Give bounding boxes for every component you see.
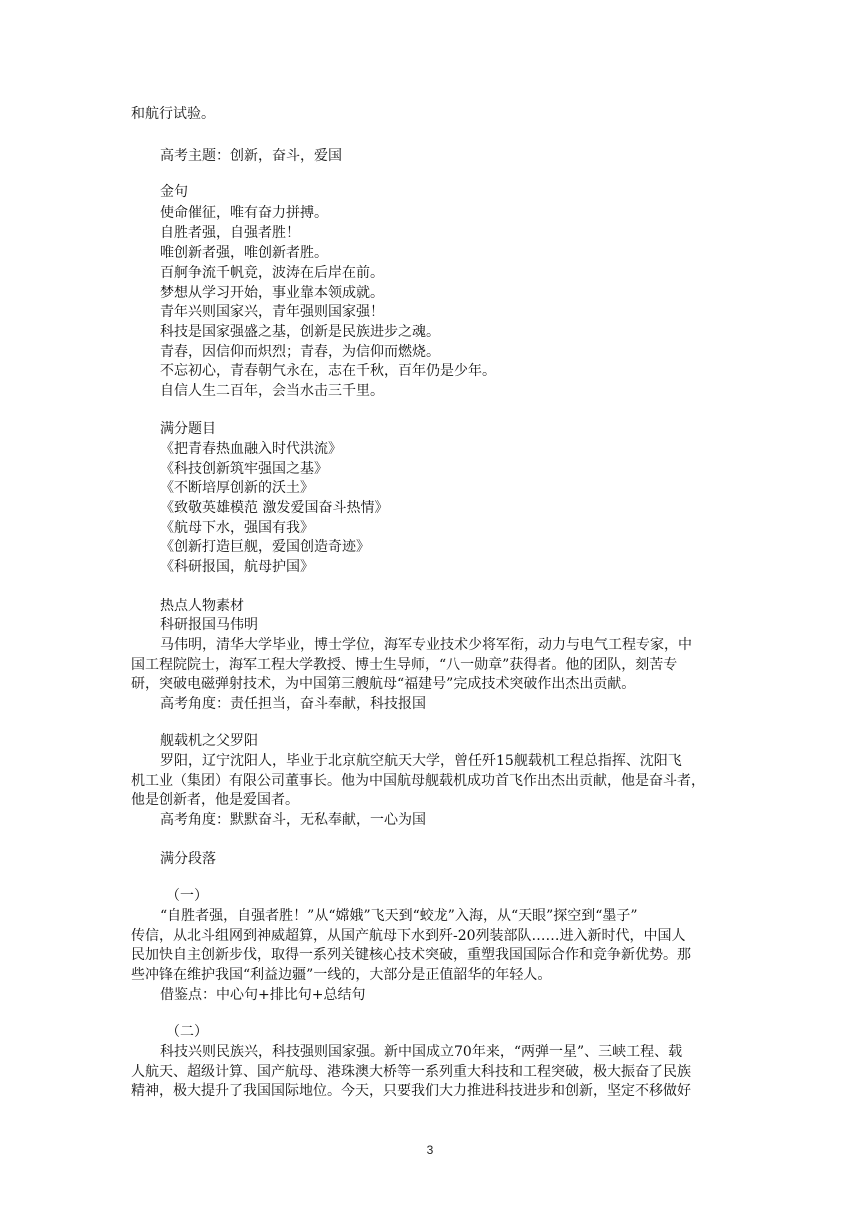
person-heading: 舰载机之父罗阳 — [160, 733, 258, 749]
title-item: 《科研报国，航母护国》 — [160, 559, 314, 575]
text-line: 和航行试验。 — [131, 106, 215, 122]
quote-line: 不忘初心，青春朝气永在，志在千秋，百年仍是少年。 — [160, 363, 496, 379]
exam-angle-line: 高考角度：责任担当，奋斗奉献，科技报国 — [160, 696, 426, 712]
paragraph-line: 研，突破电磁弹射技术，为中国第三艘航母“福建号”完成技术突破作出杰出贡献。 — [131, 676, 636, 692]
reference-point-line: 借鉴点：中心句+排比句+总结句 — [160, 987, 366, 1003]
title-item: 《不断培厚创新的沃土》 — [160, 480, 314, 496]
quote-line: 自胜者强，自强者胜！ — [160, 225, 300, 241]
section-heading-paragraphs: 满分段落 — [160, 851, 216, 867]
page-number: 3 — [426, 1143, 434, 1157]
title-item: 《致敬英雄模范 激发爱国奋斗热情》 — [160, 500, 389, 516]
paragraph-number: （二） — [166, 1024, 208, 1040]
paragraph-line: 罗阳，辽宁沈阳人，毕业于北京航空航天大学，曾任歼15舰载机工程总指挥、沈阳飞 — [160, 753, 682, 769]
title-item: 《把青春热血融入时代洪流》 — [160, 441, 342, 457]
title-item: 《创新打造巨舰，爱国创造奇迹》 — [160, 539, 370, 555]
paragraph-line: 马伟明，清华大学毕业，博士学位，海军专业技术少将军衔，动力与电气工程专家，中 — [160, 637, 692, 653]
quote-line: 梦想从学习开始，事业靠本领成就。 — [160, 285, 384, 301]
paragraph-line: 科技兴则民族兴，科技强则国家强。新中国成立70年来，“两弹一星”、三峡工程、载 — [160, 1044, 683, 1060]
section-heading-titles: 满分题目 — [160, 421, 216, 437]
paragraph-number: （一） — [166, 888, 208, 904]
paragraph-line: 国工程院院士，海军工程大学教授、博士生导师，“八一勋章”获得者。他的团队，刻苦专 — [131, 657, 678, 673]
paragraph-line: 人航天、超级计算、国产航母、港珠澳大桥等一系列重大科技和工程突破，极大振奋了民族 — [131, 1064, 691, 1080]
quote-line: 百舸争流千帆竞，波涛在后岸在前。 — [160, 265, 384, 281]
quote-line: 唯创新者强，唯创新者胜。 — [160, 245, 328, 261]
exam-theme-line: 高考主题：创新，奋斗，爱国 — [160, 148, 342, 164]
quote-line: 青春，因信仰而炽烈；青春，为信仰而燃烧。 — [160, 344, 440, 360]
paragraph-line: 精神，极大提升了我国国际地位。今天，只要我们大力推进科技进步和创新，坚定不移做好 — [131, 1083, 691, 1099]
paragraph-line: “自胜者强，自强者胜！”从“嫦娥”飞天到“蛟龙”入海，从“天眼”探空到“墨子” — [160, 908, 638, 924]
quote-line: 科技是国家强盛之基，创新是民族进步之魂。 — [160, 324, 440, 340]
title-item: 《航母下水，强国有我》 — [160, 520, 314, 536]
person-heading: 科研报国马伟明 — [160, 617, 258, 633]
quote-line: 自信人生二百年，会当水击三千里。 — [160, 383, 384, 399]
section-heading-golden-sentences: 金句 — [160, 184, 188, 200]
paragraph-line: 传信，从北斗组网到神威超算，从国产航母下水到歼-20列装部队……进入新时代，中国人 — [131, 928, 686, 944]
title-item: 《科技创新筑牢强国之基》 — [160, 461, 328, 477]
exam-angle-line: 高考角度：默默奋斗，无私奉献，一心为国 — [160, 812, 426, 828]
paragraph-line: 他是创新者，他是爱国者。 — [131, 792, 299, 808]
paragraph-line: 民加快自主创新步伐，取得一系列关键核心技术突破，重塑我国国际合作和竞争新优势。那 — [131, 947, 691, 963]
section-heading-people: 热点人物素材 — [160, 598, 244, 614]
quote-line: 使命催征，唯有奋力拼搏。 — [160, 205, 328, 221]
paragraph-line: 机工业（集团）有限公司董事长。他为中国航母舰载机成功首飞作出杰出贡献，他是奋斗者， — [131, 773, 705, 789]
quote-line: 青年兴则国家兴，青年强则国家强！ — [160, 304, 384, 320]
paragraph-line: 些冲锋在维护我国“利益边疆”一线的，大部分是正值韶华的年轻人。 — [131, 967, 552, 983]
